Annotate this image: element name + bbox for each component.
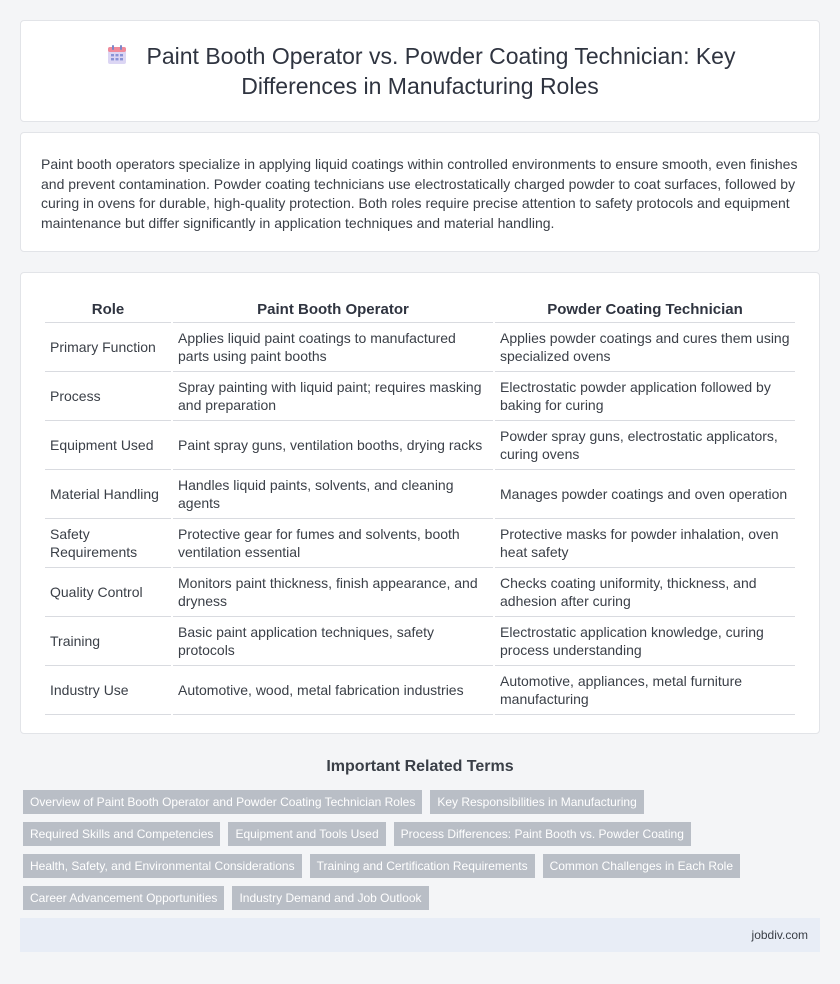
footer-site-link[interactable]: jobdiv.com [751,928,808,942]
tag-row [23,822,817,846]
header-role: Role [45,297,171,323]
related-term-tag[interactable]: Process Differences: Paint Booth vs. Powder Coating [394,822,691,846]
paint-booth-cell: Protective gear for fumes and solvents, booth ventilation essential [173,519,493,568]
row-label: Safety Requirements [45,519,171,568]
powder-coating-cell: Applies powder coatings and cures them using specialized ovens [495,323,795,372]
title-wrap [61,41,779,101]
comparison-table [43,297,797,715]
paint-booth-cell: Spray painting with liquid paint; requires masking and preparation [173,372,493,421]
row-label: Equipment Used [45,421,171,470]
paint-booth-cell: Monitors paint thickness, finish appearance, and dryness [173,568,493,617]
comparison-table-card [20,272,820,734]
page-title [61,41,779,101]
row-label: Training [45,617,171,666]
paint-booth-cell: Basic paint application techniques, safety protocols [173,617,493,666]
table-row [45,617,795,666]
paint-booth-cell: Applies liquid paint coatings to manufactured parts using paint booths [173,323,493,372]
title-card [20,20,820,122]
paint-booth-cell: Paint spray guns, ventilation booths, drying racks [173,421,493,470]
related-term-tag[interactable]: Health, Safety, and Environmental Considerations [23,854,302,878]
table-row [45,519,795,568]
related-terms-list [20,790,820,910]
table-row [45,323,795,372]
powder-coating-cell: Automotive, appliances, metal furniture manufacturing [495,666,795,715]
row-label: Process [45,372,171,421]
table-row [45,568,795,617]
powder-coating-cell: Checks coating uniformity, thickness, and adhesion after curing [495,568,795,617]
powder-coating-cell: Manages powder coatings and oven operation [495,470,795,519]
related-terms-title: Important Related Terms [326,758,514,775]
table-row [45,421,795,470]
related-term-tag[interactable]: Required Skills and Competencies [23,822,220,846]
header-powder-coating-technician: Powder Coating Technician [495,297,795,323]
powder-coating-cell: Protective masks for powder inhalation, oven heat safety [495,519,795,568]
related-term-tag[interactable]: Common Challenges in Each Role [543,854,740,878]
calendar-icon [105,43,129,67]
row-label: Industry Use [45,666,171,715]
table-header-row [45,297,795,323]
powder-coating-cell: Powder spray guns, electrostatic applicators, curing ovens [495,421,795,470]
table-row [45,666,795,715]
table-row [45,470,795,519]
footer [20,918,820,952]
row-label: Material Handling [45,470,171,519]
paint-booth-cell: Handles liquid paints, solvents, and cleaning agents [173,470,493,519]
related-term-tag[interactable]: Career Advancement Opportunities [23,886,224,910]
row-label: Primary Function [45,323,171,372]
powder-coating-cell: Electrostatic powder application followed by baking for curing [495,372,795,421]
paint-booth-cell: Automotive, wood, metal fabrication industries [173,666,493,715]
related-term-tag[interactable]: Key Responsibilities in Manufacturing [430,790,643,814]
page-title-text: Paint Booth Operator vs. Powder Coating Technician: Key Differences in Manufacturing Roles [146,43,736,99]
tag-row [23,790,817,814]
related-term-tag[interactable]: Training and Certification Requirements [310,854,535,878]
intro-card [20,132,820,252]
tag-row [23,854,817,878]
row-label: Quality Control [45,568,171,617]
header-paint-booth-operator: Paint Booth Operator [173,297,493,323]
tag-row [23,886,817,910]
intro-paragraph: Paint booth operators specialize in applying liquid coatings within controlled environments to ensure smooth, even finishes and prevent contamination. Powder coating technicians use electrostatically charged powder to coat surfaces, followed by curing in ovens for durable, high-quality protection. Both roles require precise attention to safety protocols and equipment maintenance but differ significantly in application techniques and material handling. [41,156,798,231]
table-row [45,372,795,421]
related-term-tag[interactable]: Overview of Paint Booth Operator and Powder Coating Technician Roles [23,790,422,814]
related-term-tag[interactable]: Industry Demand and Job Outlook [232,886,428,910]
related-term-tag[interactable]: Equipment and Tools Used [228,822,385,846]
powder-coating-cell: Electrostatic application knowledge, curing process understanding [495,617,795,666]
